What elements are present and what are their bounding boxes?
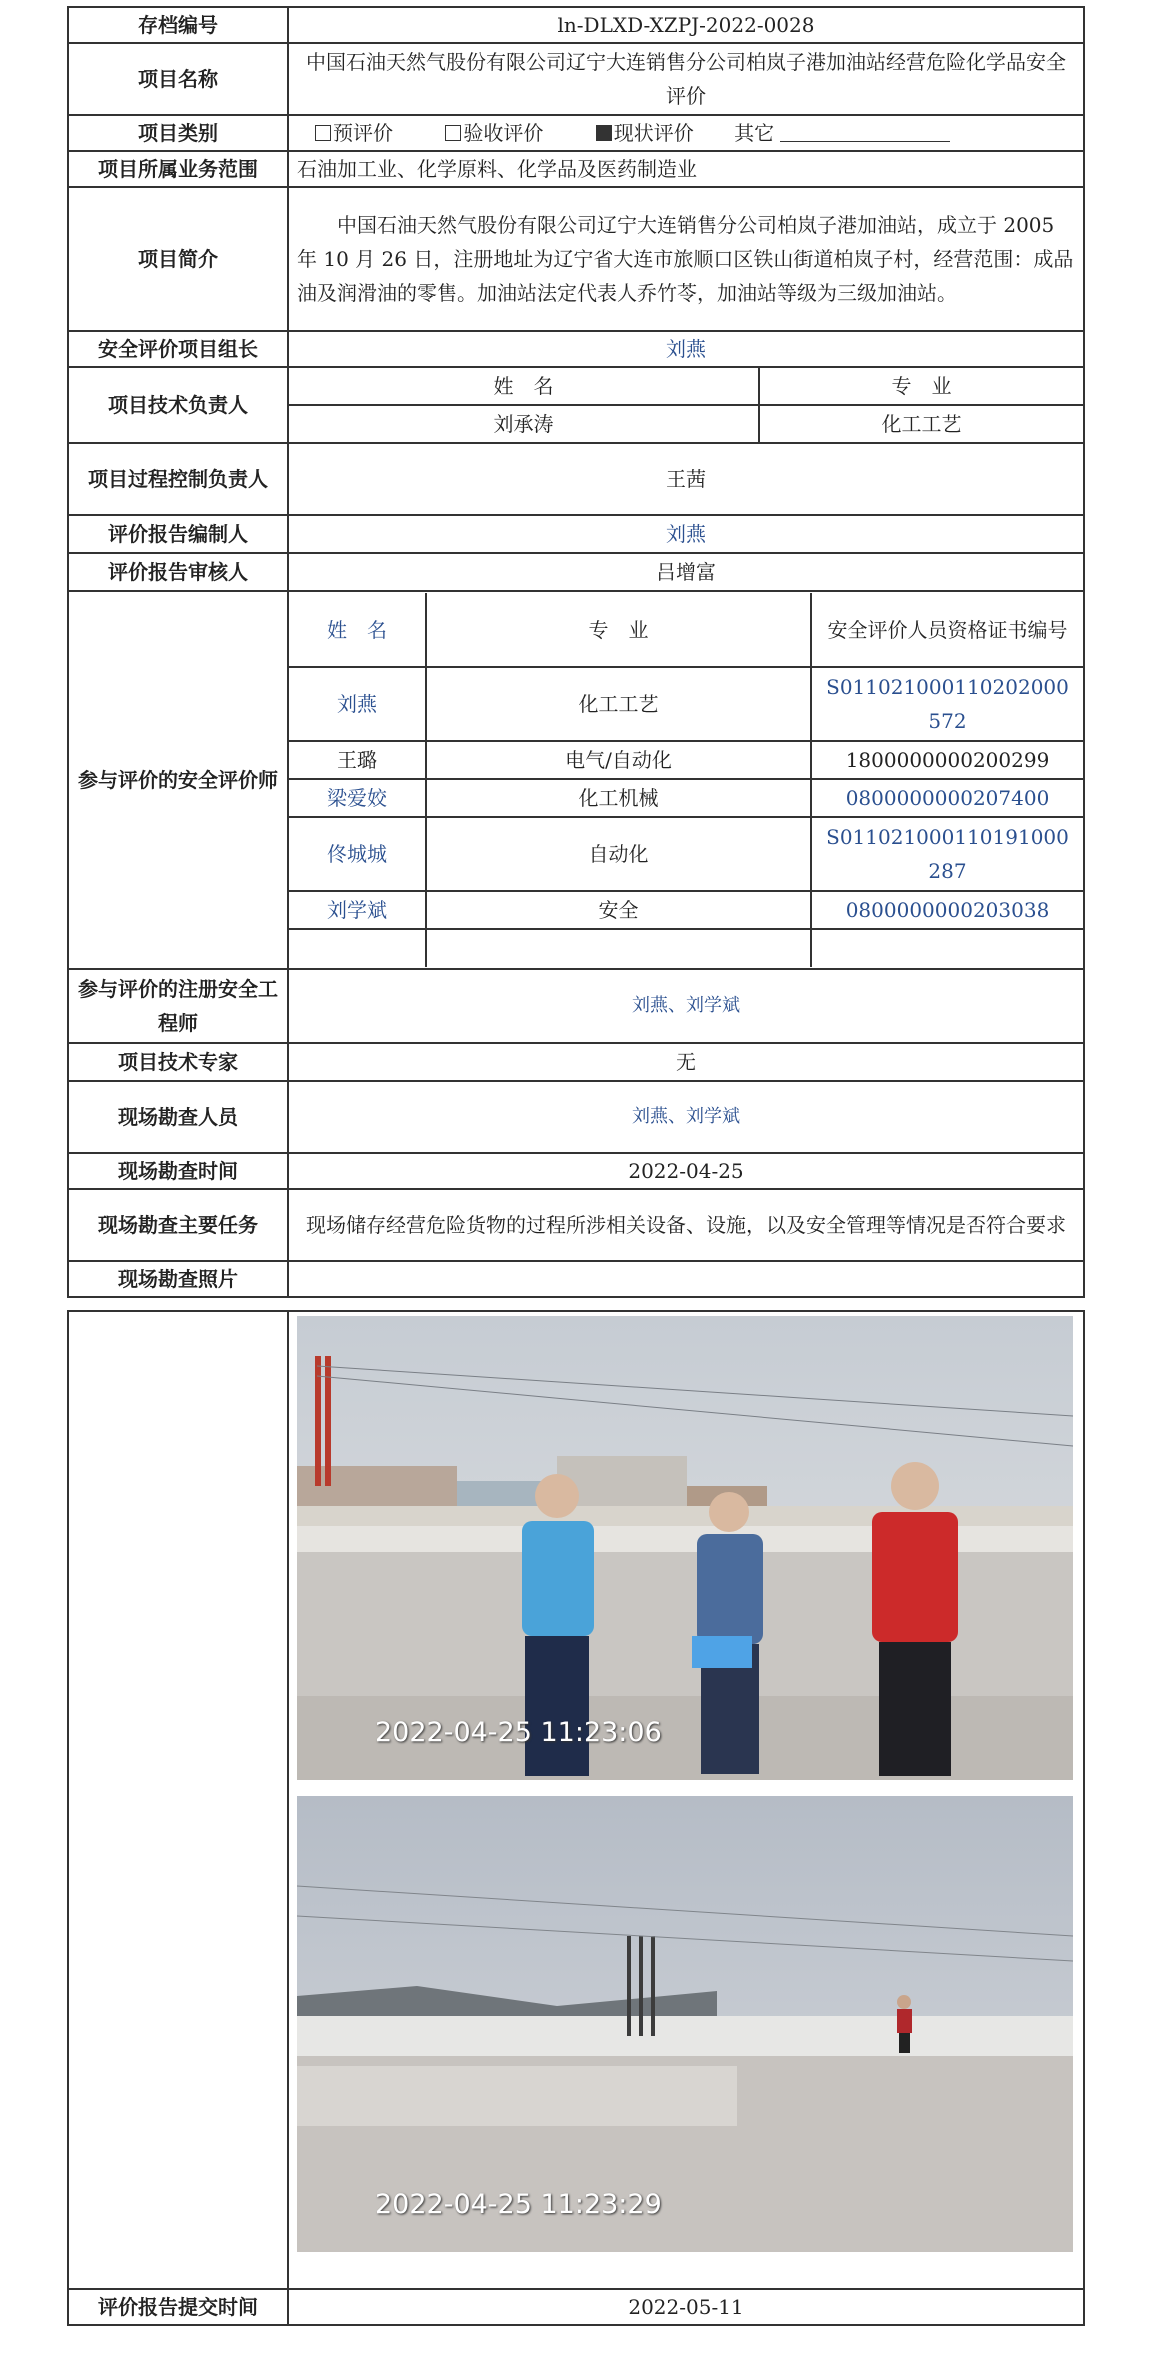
tech-lead-name: 刘承涛 xyxy=(289,405,759,442)
tech-lead-name-header: 姓 名 xyxy=(289,368,759,405)
evaluator-major: 化工机械 xyxy=(426,779,811,817)
row-site-inspectors xyxy=(68,1081,1084,1153)
team-leader-label: 安全评价项目组长 xyxy=(68,331,288,367)
process-lead-value: 王茜 xyxy=(288,443,1084,515)
evaluators-header-row xyxy=(289,593,1083,667)
evaluators-table xyxy=(289,593,1083,967)
report-author-label: 评价报告编制人 xyxy=(68,515,288,553)
table-row-empty xyxy=(289,929,1083,967)
submit-time-label: 评价报告提交时间 xyxy=(68,2289,288,2325)
main-info-table xyxy=(67,6,1085,2326)
checkbox-filled-icon xyxy=(596,125,612,141)
project-category-options xyxy=(288,115,1084,151)
blank-underline xyxy=(780,123,950,142)
submit-time-value: 2022-05-11 xyxy=(288,2289,1084,2325)
row-tech-lead xyxy=(68,367,1084,443)
evaluator-cert: 0800000000207400 xyxy=(811,779,1083,817)
row-report-author xyxy=(68,515,1084,553)
evaluator-name: 佟城城 xyxy=(289,817,426,891)
site-inspectors-value: 刘燕、刘学斌 xyxy=(288,1081,1084,1153)
evaluator-name: 刘学斌 xyxy=(289,891,426,929)
evaluator-name-header: 姓 名 xyxy=(289,593,426,667)
category-pre-evaluation: 预评价 xyxy=(315,121,393,145)
process-lead-label: 项目过程控制负责人 xyxy=(68,443,288,515)
evaluator-cert: S011021000110191000287 xyxy=(811,817,1083,891)
row-archive-no xyxy=(68,7,1084,43)
registered-engineers-value: 刘燕、刘学斌 xyxy=(288,969,1084,1043)
row-team-leader xyxy=(68,331,1084,367)
row-report-reviewer xyxy=(68,553,1084,591)
row-photos xyxy=(68,1311,1084,2289)
evaluator-name: 王璐 xyxy=(289,741,426,779)
report-reviewer-value: 吕增富 xyxy=(288,553,1084,591)
table-row xyxy=(289,779,1083,817)
row-evaluators xyxy=(68,591,1084,969)
site-photo-2-image xyxy=(297,1796,1073,2252)
category-status-evaluation: 现状评价 xyxy=(596,121,694,145)
row-project-name xyxy=(68,43,1084,115)
photo-2-timestamp: 2022-04-25 11:23:29 xyxy=(375,2189,662,2220)
checkbox-empty-icon xyxy=(445,125,461,141)
team-leader-value: 刘燕 xyxy=(288,331,1084,367)
category-acceptance-evaluation: 验收评价 xyxy=(445,121,543,145)
archive-no-value: ln-DLXD-XZPJ-2022-0028 xyxy=(288,7,1084,43)
row-registered-engineers xyxy=(68,969,1084,1043)
evaluator-name: 梁爱姣 xyxy=(289,779,426,817)
row-submit-time xyxy=(68,2289,1084,2325)
row-tech-expert xyxy=(68,1043,1084,1081)
table-row xyxy=(289,817,1083,891)
report-reviewer-label: 评价报告审核人 xyxy=(68,553,288,591)
evaluator-major-header: 专 业 xyxy=(426,593,811,667)
section-gap xyxy=(68,1297,1084,1311)
row-site-time xyxy=(68,1153,1084,1189)
evaluator-major: 化工工艺 xyxy=(426,667,811,741)
photo-1-timestamp: 2022-04-25 11:23:06 xyxy=(375,1717,662,1748)
project-intro-value: 中国石油天然气股份有限公司辽宁大连销售分公司柏岚子港加油站，成立于 2005 年 10 月 26 日，注册地址为辽宁省大连市旅顺口区铁山街道柏岚子村，经营范围：成品油及润滑油的零售。加油站法定代表人乔竹苓，加油站等级为三级加油站。 xyxy=(288,187,1084,331)
project-name-label: 项目名称 xyxy=(68,43,288,115)
row-project-category xyxy=(68,115,1084,151)
evaluators-label: 参与评价的安全评价师 xyxy=(68,591,288,969)
report-author-value: 刘燕 xyxy=(288,515,1084,553)
registered-engineers-label: 参与评价的注册安全工程师 xyxy=(68,969,288,1043)
category-other: 其它 xyxy=(734,121,950,145)
tech-lead-table xyxy=(289,368,1083,442)
site-photos-label: 现场勘查照片 xyxy=(68,1261,288,1297)
site-inspectors-label: 现场勘查人员 xyxy=(68,1081,288,1153)
row-site-photos xyxy=(68,1261,1084,1297)
tech-lead-label: 项目技术负责人 xyxy=(68,367,288,443)
project-intro-label: 项目简介 xyxy=(68,187,288,331)
site-photo-1 xyxy=(297,1316,1073,1780)
evaluator-major: 电气/自动化 xyxy=(426,741,811,779)
evaluator-cert: S011021000110202000572 xyxy=(811,667,1083,741)
table-row xyxy=(289,891,1083,929)
business-scope-value: 石油加工业、化学原料、化学品及医药制造业 xyxy=(288,151,1084,187)
evaluator-major: 安全 xyxy=(426,891,811,929)
project-category-label: 项目类别 xyxy=(68,115,288,151)
tech-lead-major-header: 专 业 xyxy=(759,368,1083,405)
person-distant-figure xyxy=(897,1995,912,2053)
tech-expert-value: 无 xyxy=(288,1043,1084,1081)
site-time-value: 2022-04-25 xyxy=(288,1153,1084,1189)
evaluator-major: 自动化 xyxy=(426,817,811,891)
archive-no-label: 存档编号 xyxy=(68,7,288,43)
project-name-value: 中国石油天然气股份有限公司辽宁大连销售分公司柏岚子港加油站经营危险化学品安全评价 xyxy=(288,43,1084,115)
row-process-lead xyxy=(68,443,1084,515)
photos-cell xyxy=(288,1311,1084,2289)
business-scope-label: 项目所属业务范围 xyxy=(68,151,288,187)
evaluator-cert: 0800000000203038 xyxy=(811,891,1083,929)
evaluator-cert-header: 安全评价人员资格证书编号 xyxy=(811,593,1083,667)
site-tasks-value: 现场储存经营危险货物的过程所涉相关设备、设施，以及安全管理等情况是否符合要求 xyxy=(288,1189,1084,1261)
table-row xyxy=(289,741,1083,779)
site-tasks-label: 现场勘查主要任务 xyxy=(68,1189,288,1261)
site-photo-2 xyxy=(297,1796,1073,2252)
checkbox-empty-icon xyxy=(315,125,331,141)
row-business-scope xyxy=(68,151,1084,187)
site-time-label: 现场勘查时间 xyxy=(68,1153,288,1189)
evaluation-record-sheet xyxy=(67,6,1083,2326)
evaluator-name: 刘燕 xyxy=(289,667,426,741)
table-row xyxy=(289,667,1083,741)
row-site-tasks xyxy=(68,1189,1084,1261)
evaluator-cert: 1800000000200299 xyxy=(811,741,1083,779)
tech-lead-major: 化工工艺 xyxy=(881,412,962,436)
row-project-intro xyxy=(68,187,1084,331)
site-photo-1-image xyxy=(297,1316,1073,1780)
tech-expert-label: 项目技术专家 xyxy=(68,1043,288,1081)
